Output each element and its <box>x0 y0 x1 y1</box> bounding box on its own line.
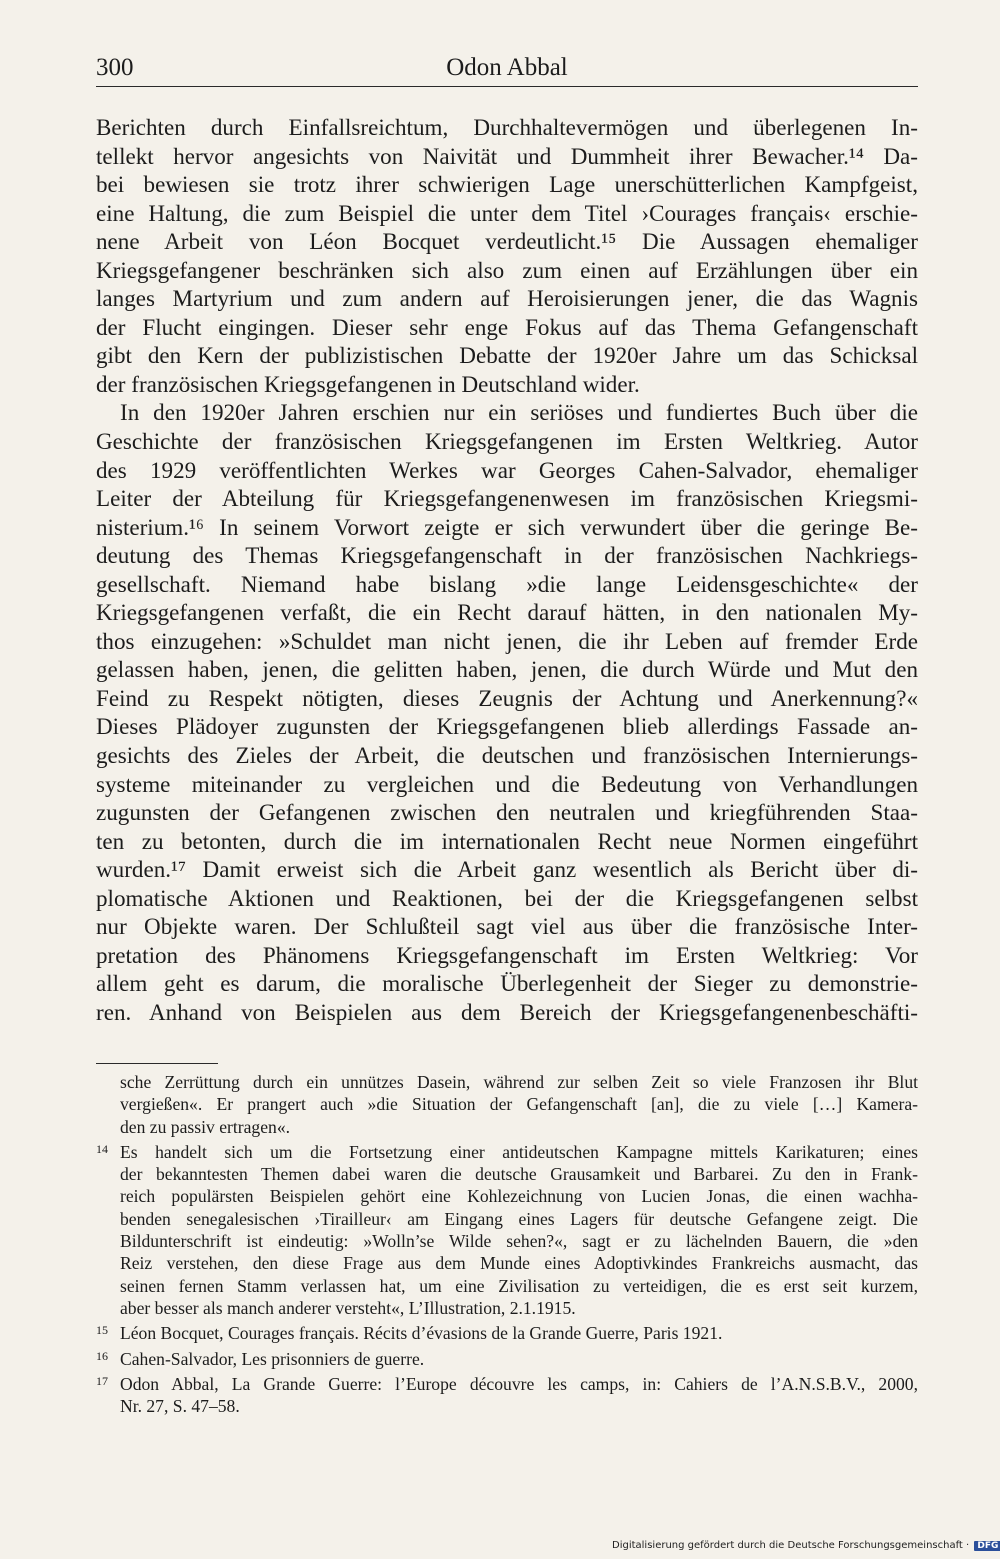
text-line: langes Martyrium und zum andern auf Heroisierungen jener, die das Wagnis <box>96 285 918 312</box>
text-line: ren. Anhand von Beispielen aus dem Bereich der Kriegsgefangenenbeschäfti- <box>96 998 918 1025</box>
footnote-16 <box>96 1348 918 1370</box>
text-line: plomatische Aktionen und Reaktionen, bei der die Kriegsgefangenen selbst <box>96 884 918 911</box>
dfg-logo-icon: DFG <box>974 1541 1000 1551</box>
footnote-number: 15 <box>96 1323 108 1338</box>
digitization-text: Digitalisierung gefördert durch die Deutsche Forschungsgemeinschaft · <box>612 1540 970 1551</box>
text-line: allem geht es darum, die moralische Überlegenheit der Sieger zu demonstrie- <box>96 970 918 997</box>
text-line: Berichten durch Einfallsreichtum, Durchhaltevermögen und überlegenen In- <box>96 114 918 140</box>
text-line: deutung des Themas Kriegsgefangenschaft in der französischen Nachkriegs- <box>96 542 918 569</box>
text-line: der Flucht eingingen. Dieser sehr enge Fokus auf das Thema Gefangenschaft <box>96 313 918 340</box>
text-line: nisterium.¹⁶ In seinem Vorwort zeigte er sich verwundert über die geringe Be- <box>96 513 918 540</box>
text-line: gesellschaft. Niemand habe bislang »die lange Leidensgeschichte« der <box>96 570 918 597</box>
footnote-line: Nr. 27, S. 47–58. <box>120 1396 240 1417</box>
text-line: thos einzugehen: »Schuldet man nicht jenen, die ihr Leben auf fremder Erde <box>96 627 918 654</box>
footnote-line: Bildunterschrift ist eindeutig: »Wolln’se Wilde sehen?«, sagt er zu lächelnden Bauern, die »den <box>120 1231 918 1252</box>
text-line: nene Arbeit von Léon Bocquet verdeutlicht.¹⁵ Die Aussagen ehemaliger <box>96 228 918 255</box>
footnote-line: sche Zerrüttung durch ein unnützes Dasein, während zur selben Zeit so viele Franzosen ihr Blut <box>120 1072 918 1092</box>
text-line: gibt den Kern der publizistischen Debatte der 1920er Jahre um das Schicksal <box>96 342 918 369</box>
text-line: Dieses Plädoyer zugunsten der Kriegsgefangenen blieb allerdings Fassade an- <box>96 713 918 740</box>
text-line: Leiter der Abteilung für Kriegsgefangenenwesen im französischen Kriegsmi- <box>96 485 918 512</box>
text-line: Feind zu Respekt nötigten, dieses Zeugnis der Achtung und Anerkennung?« <box>96 684 918 711</box>
footnote-15 <box>96 1322 918 1344</box>
footnote-number: 17 <box>96 1373 108 1388</box>
text-line: Kriegsgefangenen verfaßt, die ein Recht darauf hätten, in den nationalen My- <box>96 599 918 626</box>
text-line: der französischen Kriegsgefangenen in Deutschland wider. <box>96 370 640 397</box>
footnote-line: den zu passiv ertragen«. <box>120 1116 291 1137</box>
footnote-number: 16 <box>96 1348 108 1363</box>
footnote-line: reich populärsten Beispielen gehört eine Kohlezeichnung von Lucien Jonas, die einen wachha- <box>120 1186 918 1207</box>
footnote-rule <box>96 1063 218 1064</box>
footnote-line: aber besser als manch anderer versteht«, L’Illustration, 2.1.1915. <box>120 1297 576 1318</box>
footnote-line: Cahen-Salvador, Les prisonniers de guerre. <box>120 1348 425 1369</box>
text-line: Geschichte der französischen Kriegsgefangenen im Ersten Weltkrieg. Autor <box>96 428 918 455</box>
footnote-line: Reiz verstehen, den diese Frage aus dem Munde eines Adoptivkindes Frankreichs ausmacht, das <box>120 1253 918 1274</box>
digitization-credit <box>612 1540 1000 1551</box>
text-line: In den 1920er Jahren erschien nur ein seriöses und fundiertes Buch über die <box>120 399 918 426</box>
text-line: bei bewiesen sie trotz ihrer schwierigen Lage unerschütterlichen Kampfgeist, <box>96 171 918 198</box>
text-line: wurden.¹⁷ Damit erweist sich die Arbeit ganz wesentlich als Bericht über di- <box>96 856 918 883</box>
footnote-17 <box>96 1373 918 1395</box>
footnote-line: vergießen«. Er prangert auch »die Situation der Gefangenschaft [an], die zu viele […] Kamera- <box>120 1094 918 1115</box>
text-line: eine Haltung, die zum Beispiel die unter dem Titel ›Courages français‹ erschie- <box>96 199 918 226</box>
page-number: 300 <box>96 54 134 81</box>
footnote-line: Léon Bocquet, Courages français. Récits d’évasions de la Grande Guerre, Paris 1921. <box>120 1323 723 1344</box>
footnote-line: seinen fernen Stamm verlassen hat, um eine Zivilisation zu verteidigen, die es erst seit kurzem, <box>120 1275 918 1296</box>
text-line: pretation des Phänomens Kriegsgefangenschaft im Ersten Weltkrieg: Vor <box>96 941 918 968</box>
running-head-author: Odon Abbal <box>446 54 568 81</box>
footnote-line: Es handelt sich um die Fortsetzung einer antideutschen Kampagne mittels Karikaturen; eines <box>120 1141 918 1162</box>
footnote-line: Odon Abbal, La Grande Guerre: l’Europe découvre les camps, in: Cahiers de l’A.N.S.B.V., 2000, <box>120 1373 918 1394</box>
text-line: gelassen haben, jenen, die gelitten haben, jenen, die durch Würde und Mut den <box>96 656 918 683</box>
text-line: systeme miteinander zu vergleichen und die Bedeutung von Verhandlungen <box>96 770 918 797</box>
running-head <box>96 50 918 87</box>
text-line: gesichts des Zieles der Arbeit, die deutschen und französischen Internierungs- <box>96 742 918 769</box>
text-line: nur Objekte waren. Der Schlußteil sagt viel aus über die französische Inter- <box>96 913 918 940</box>
main-text <box>96 113 918 1027</box>
footnote-line: der bekanntesten Themen dabei waren die deutsche Grausamkeit und Barbarei. Zu den in Frank- <box>120 1164 918 1185</box>
footnote-line: benden senegalesischen ›Tirailleur‹ am Eingang eines Lagers für deutsche Gefangene zeigt. Die <box>120 1208 918 1229</box>
text-line: tellekt hervor angesichts von Naivität und Dummheit ihrer Bewacher.¹⁴ Da- <box>96 142 918 169</box>
text-line: zugunsten der Gefangenen zwischen den neutralen und kriegführenden Staa- <box>96 799 918 826</box>
text-line: ten zu betonten, durch die im internationalen Recht neue Normen eingeführt <box>96 827 918 854</box>
footnote-14 <box>96 1141 918 1163</box>
footnotes <box>96 1071 918 1417</box>
footnote-number: 14 <box>96 1141 108 1156</box>
text-line: Kriegsgefangener beschränken sich also zum einen auf Erzählungen über ein <box>96 256 918 283</box>
text-line: des 1929 veröffentlichten Werkes war Georges Cahen-Salvador, ehemaliger <box>96 456 918 483</box>
